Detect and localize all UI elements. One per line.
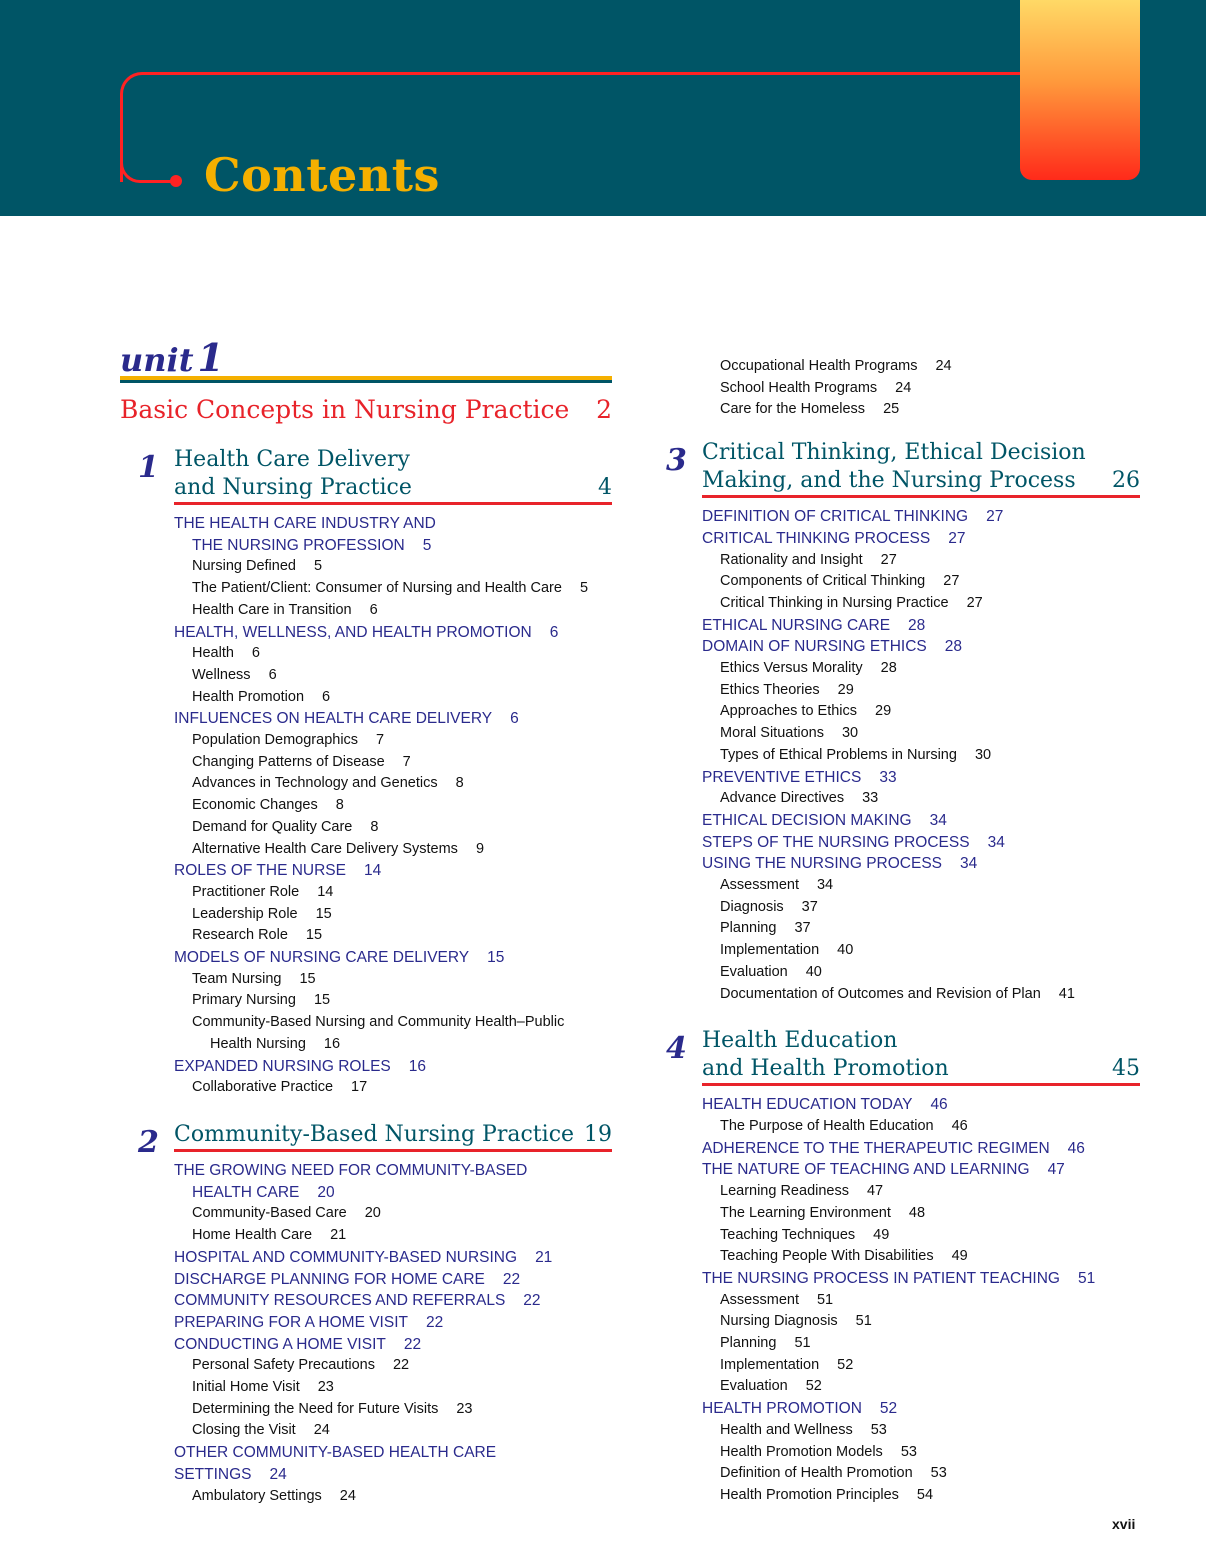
toc-entry[interactable]: Assessment 51 (720, 1291, 834, 1308)
unit-rule (120, 376, 612, 383)
toc-entry[interactable]: Rationality and Insight 27 (720, 551, 897, 568)
toc-entry[interactable]: Moral Situations 30 (720, 725, 859, 742)
toc-entry[interactable]: CONDUCTING A HOME VISIT 22 (174, 1335, 422, 1353)
toc-entry[interactable]: ETHICAL NURSING CARE 28 (702, 616, 926, 634)
toc-entry[interactable]: Types of Ethical Problems in Nursing 30 (720, 746, 992, 763)
chapter-page: 26 (1112, 468, 1140, 494)
toc-entry[interactable]: Health Nursing 16 (210, 1035, 341, 1052)
chapter-1 (120, 446, 612, 1099)
chapter-number: 4 (666, 1031, 687, 1067)
chapter-2 (120, 1121, 612, 1507)
toc-entry[interactable]: Health Care in Transition 6 (192, 601, 378, 618)
toc-entry[interactable]: Documentation of Outcomes and Revision of Plan 41 (720, 985, 1075, 1002)
chapter-title-line: and Health Promotion (702, 1056, 949, 1082)
toc-entry[interactable]: Health Promotion Principles 54 (720, 1486, 934, 1503)
toc-entry[interactable]: HEALTH, WELLNESS, AND HEALTH PROMOTION 6 (174, 623, 559, 641)
chapter-heading[interactable] (702, 439, 1140, 498)
toc-entry[interactable]: DOMAIN OF NURSING ETHICS 28 (702, 638, 963, 656)
toc-entry[interactable]: The Purpose of Health Education 46 (720, 1117, 968, 1134)
toc-entry[interactable]: Definition of Health Promotion 53 (720, 1465, 947, 1482)
toc-entry[interactable]: Research Role 15 (192, 927, 323, 944)
toc-entry[interactable]: Learning Readiness 47 (720, 1183, 884, 1200)
toc-entry[interactable]: PREPARING FOR A HOME VISIT 22 (174, 1313, 444, 1331)
toc-entry[interactable]: THE NATURE OF TEACHING AND LEARNING 47 (702, 1161, 1065, 1179)
chapter-number: 3 (666, 443, 687, 479)
toc-entry[interactable]: Home Health Care 21 (192, 1227, 347, 1244)
toc-entry[interactable]: Primary Nursing 15 (192, 992, 331, 1009)
toc-entry[interactable]: Ethics Versus Morality 28 (720, 660, 897, 677)
toc-entry[interactable]: EXPANDED NURSING ROLES 16 (174, 1057, 427, 1075)
toc-entry[interactable]: Closing the Visit 24 (192, 1422, 330, 1439)
toc-entry[interactable]: HOSPITAL AND COMMUNITY-BASED NURSING 21 (174, 1248, 553, 1266)
toc-entry[interactable]: COMMUNITY RESOURCES AND REFERRALS 22 (174, 1292, 541, 1310)
toc-entry[interactable]: Diagnosis 37 (720, 898, 818, 915)
toc-entry[interactable]: Health Promotion Models 53 (720, 1443, 917, 1460)
toc-entry[interactable]: DEFINITION OF CRITICAL THINKING 27 (702, 508, 1004, 526)
toc-entry[interactable]: Approaches to Ethics 29 (720, 703, 892, 720)
toc-entry[interactable]: ROLES OF THE NURSE 14 (174, 862, 382, 880)
toc-entry[interactable]: Nursing Diagnosis 51 (720, 1313, 872, 1330)
chapter-number: 1 (138, 450, 159, 485)
chapter-number: 2 (138, 1124, 159, 1160)
chapter-page: 45 (1112, 1056, 1140, 1082)
chapter-heading[interactable] (702, 1027, 1140, 1086)
toc-entry[interactable]: Assessment 34 (720, 877, 834, 894)
chapter-4-entries (702, 1094, 1140, 1506)
toc-entry[interactable]: Planning 37 (720, 920, 811, 937)
toc-entry[interactable]: Changing Patterns of Disease 7 (192, 753, 411, 770)
toc-entry[interactable]: Components of Critical Thinking 27 (720, 573, 960, 590)
toc-entry[interactable]: Alternative Health Care Delivery Systems 9 (192, 840, 485, 857)
toc-entry[interactable]: Team Nursing 15 (192, 970, 316, 987)
toc-entry[interactable]: THE HEALTH CARE INDUSTRY AND (174, 515, 436, 532)
toc-entry[interactable]: Advance Directives 33 (720, 790, 879, 807)
chapter-title-line: Making, and the Nursing Process (702, 468, 1076, 494)
toc-entry[interactable]: Practitioner Role 14 (192, 883, 334, 900)
chapter-title-line: and Nursing Practice (174, 475, 412, 500)
toc-entry[interactable]: Implementation 52 (720, 1356, 854, 1373)
toc-entry[interactable]: Personal Safety Precautions 22 (192, 1357, 410, 1374)
chapter-title-line: Health Education (702, 1028, 898, 1054)
toc-entry[interactable]: MODELS OF NURSING CARE DELIVERY 15 (174, 949, 505, 967)
unit-title-page: 2 (596, 395, 612, 424)
toc-entry[interactable]: Teaching People With Disabilities 49 (720, 1248, 968, 1265)
chapter-3 (666, 439, 1140, 1005)
toc-entry[interactable]: Wellness 6 (192, 666, 277, 683)
toc-entry[interactable]: Ambulatory Settings 24 (192, 1487, 356, 1504)
toc-entry[interactable]: Collaborative Practice 17 (192, 1079, 368, 1096)
toc-entry[interactable]: The Patient/Client: Consumer of Nursing and Health Care 5 (192, 580, 589, 597)
unit-title[interactable] (120, 395, 612, 424)
chapter-title-line: Community-Based Nursing Practice (174, 1121, 575, 1147)
chapter-2-continued (666, 356, 1140, 421)
toc-entry[interactable]: OTHER COMMUNITY-BASED HEALTH CARE SETTINGS 24 (174, 1444, 497, 1483)
chapter-4 (666, 1027, 1140, 1506)
header-banner (0, 0, 1206, 216)
chapter-page: 4 (598, 475, 612, 500)
chapter-title-line: Health Care Delivery (174, 447, 410, 472)
toc-entry[interactable]: HEALTH PROMOTION 52 (702, 1400, 898, 1418)
page-number: xvii (1112, 1516, 1136, 1532)
toc-entry[interactable]: School Health Programs 24 (720, 379, 912, 396)
unit-label (120, 335, 612, 380)
toc-entry[interactable]: Demand for Quality Care 8 (192, 818, 379, 835)
right-column (666, 356, 1140, 1507)
toc-entry[interactable]: THE NURSING PROCESS IN PATIENT TEACHING 51 (702, 1269, 1096, 1287)
toc-entry[interactable]: Health 6 (192, 645, 260, 662)
toc-entry[interactable]: HEALTH CARE 20 (192, 1183, 335, 1201)
chapter-title-line: Critical Thinking, Ethical Decision (702, 440, 1086, 466)
toc-entry[interactable]: Nursing Defined 5 (192, 558, 323, 575)
toc-entry[interactable]: THE GROWING NEED FOR COMMUNITY-BASED (174, 1161, 528, 1179)
chapter-heading[interactable] (174, 1121, 612, 1152)
decorative-bracket-foot (120, 150, 176, 183)
toc-entry[interactable]: Economic Changes 8 (192, 797, 344, 814)
chapter-2-entries (174, 1160, 612, 1507)
toc-entry[interactable]: Community-Based Nursing and Community Health–Public (192, 1014, 565, 1031)
toc-entry[interactable]: Occupational Health Programs 24 (720, 358, 952, 374)
toc-entry[interactable]: THE NURSING PROFESSION 5 (192, 536, 432, 554)
toc-entry[interactable]: ETHICAL DECISION MAKING 34 (702, 811, 947, 829)
chapter-page: 19 (584, 1121, 612, 1147)
toc-entry[interactable]: Leadership Role 15 (192, 905, 332, 922)
toc-entry[interactable]: The Learning Environment 48 (720, 1204, 926, 1221)
toc-entry[interactable]: Implementation 40 (720, 942, 854, 959)
toc-entry[interactable]: Ethics Theories 29 (720, 681, 854, 698)
decorative-tab (1020, 0, 1140, 180)
toc-entry[interactable]: CRITICAL THINKING PROCESS 27 (702, 529, 966, 547)
toc-entry[interactable]: Evaluation 52 (720, 1378, 822, 1395)
toc-entry[interactable]: Health Promotion 6 (192, 688, 331, 705)
chapter-heading[interactable] (174, 446, 612, 505)
chapter-1-entries (174, 513, 612, 1099)
toc-entry[interactable]: DISCHARGE PLANNING FOR HOME CARE 22 (174, 1270, 521, 1288)
toc-entry[interactable]: Health and Wellness 53 (720, 1421, 887, 1438)
toc-entry[interactable]: Population Demographics 7 (192, 732, 385, 749)
bullet-dot-icon (170, 175, 182, 187)
unit-number: 1 (197, 335, 224, 380)
toc-entry[interactable]: Critical Thinking in Nursing Practice 27 (720, 594, 983, 611)
toc-entry[interactable]: STEPS OF THE NURSING PROCESS 34 (702, 833, 1005, 851)
toc-entry[interactable]: HEALTH EDUCATION TODAY 46 (702, 1096, 948, 1114)
toc-entry[interactable]: Evaluation 40 (720, 963, 822, 980)
chapter-3-entries (702, 506, 1140, 1005)
toc-entry[interactable]: Teaching Techniques 49 (720, 1226, 890, 1243)
toc-entry[interactable]: INFLUENCES ON HEALTH CARE DELIVERY 6 (174, 710, 519, 728)
toc-entry[interactable]: Care for the Homeless 25 (720, 401, 900, 418)
toc-entry[interactable]: USING THE NURSING PROCESS 34 (702, 855, 978, 873)
toc-entry[interactable]: PREVENTIVE ETHICS 33 (702, 768, 897, 786)
left-column (120, 335, 612, 1507)
unit-word: unit (120, 341, 194, 379)
toc-entry[interactable]: Community-Based Care 20 (192, 1205, 381, 1222)
toc-entry[interactable]: ADHERENCE TO THE THERAPEUTIC REGIMEN 46 (702, 1139, 1085, 1157)
page-title: Contents (204, 148, 440, 202)
toc-entry[interactable]: Determining the Need for Future Visits 23 (192, 1400, 473, 1417)
toc-entry[interactable]: Planning 51 (720, 1335, 811, 1352)
toc-entry[interactable]: Initial Home Visit 23 (192, 1379, 334, 1396)
toc-entry[interactable]: Advances in Technology and Genetics 8 (192, 775, 464, 792)
unit-title-text: Basic Concepts in Nursing Practice (120, 395, 570, 424)
